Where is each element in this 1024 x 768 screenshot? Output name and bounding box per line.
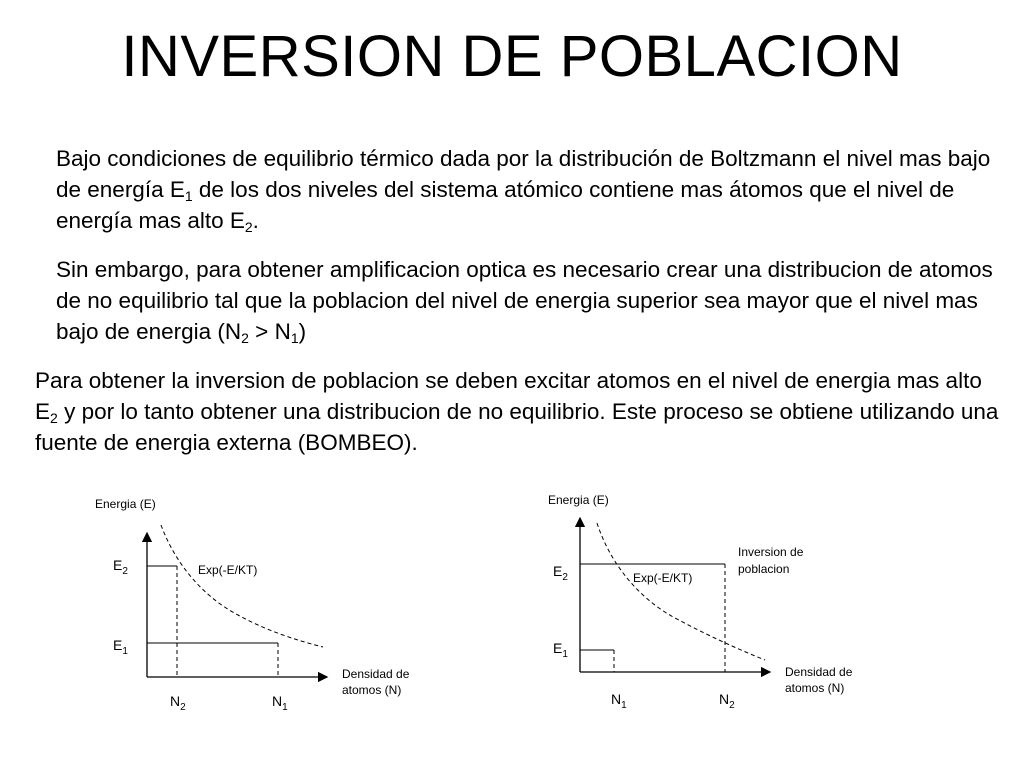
boltzmann-curve bbox=[161, 525, 323, 647]
n2-main: N bbox=[170, 693, 181, 709]
n1-main: N bbox=[611, 691, 622, 707]
boltzmann-curve bbox=[597, 523, 765, 660]
text: > N bbox=[248, 319, 291, 344]
x-axis-label-line1: Densidad de bbox=[342, 667, 410, 681]
subscript: 2 bbox=[50, 410, 58, 426]
text: y por lo tanto obtener una distribucion de no equilibrio. Este proceso se obtiene utilizando una fuente de energia externa (BOMBEO). bbox=[35, 399, 999, 455]
curve-label: Exp(-E/KT) bbox=[198, 563, 258, 577]
subscript: 1 bbox=[290, 330, 299, 346]
n1-label bbox=[611, 691, 627, 711]
subscript: 2 bbox=[241, 330, 249, 346]
annotation-line1: Inversion de bbox=[738, 545, 804, 559]
e2-main: E bbox=[113, 557, 123, 573]
e2-label bbox=[553, 563, 568, 583]
e2-sub: 2 bbox=[122, 566, 128, 577]
text: de los dos niveles del sistema atómico contiene mas átomos que el nivel de energía mas alto E bbox=[56, 177, 955, 233]
n1-main: N bbox=[272, 693, 283, 709]
e1-label bbox=[113, 637, 128, 657]
n1-label bbox=[272, 693, 288, 713]
e1-main: E bbox=[113, 637, 123, 653]
annotation-line2: poblacion bbox=[738, 562, 790, 576]
diagram-inversion bbox=[520, 488, 920, 728]
x-axis-label-line1: Densidad de bbox=[785, 665, 853, 679]
x-axis-label-line2: atomos (N) bbox=[342, 683, 402, 697]
paragraph-boltzmann bbox=[56, 143, 1006, 236]
n2-sub: 2 bbox=[180, 702, 186, 713]
text: . bbox=[252, 208, 259, 233]
e2-label bbox=[113, 557, 128, 577]
e2-main: E bbox=[553, 563, 563, 579]
e1-main: E bbox=[553, 640, 563, 656]
text: Para obtener la inversion de poblacion se deben excitar atomos en el nivel de energia mas alto E bbox=[35, 368, 982, 424]
n1-sub: 1 bbox=[282, 702, 288, 713]
curve-label: Exp(-E/KT) bbox=[633, 571, 693, 585]
diagram-equilibrium bbox=[60, 488, 460, 728]
subscript: 2 bbox=[244, 219, 253, 235]
e1-sub: 1 bbox=[562, 649, 568, 660]
e1-label bbox=[553, 640, 568, 660]
n1-sub: 1 bbox=[621, 700, 627, 711]
text: Bajo condiciones de equilibrio térmico dada por la distribución de Boltzmann el nivel mas bajo de energía E bbox=[56, 146, 991, 202]
n2-label bbox=[170, 693, 186, 713]
slide-title: INVERSION DE POBLACION bbox=[121, 24, 903, 89]
n2-sub: 2 bbox=[729, 700, 735, 711]
y-axis-label: Energia (E) bbox=[548, 493, 609, 507]
text: ) bbox=[298, 319, 307, 344]
paragraph-amplification bbox=[56, 254, 1006, 347]
x-axis-label-line2: atomos (N) bbox=[785, 681, 845, 695]
paragraph-pumping bbox=[35, 365, 1010, 458]
subscript: 1 bbox=[184, 188, 193, 204]
n2-label bbox=[719, 691, 735, 711]
n2-main: N bbox=[719, 691, 730, 707]
e2-sub: 2 bbox=[562, 572, 568, 583]
e1-sub: 1 bbox=[122, 646, 128, 657]
y-axis-label: Energia (E) bbox=[95, 497, 156, 511]
text: Sin embargo, para obtener amplificacion optica es necesario crear una distribucion de atomos de no equilibrio tal que la poblacion del nivel de energia superior sea mayor que el nivel mas bajo de energia (N bbox=[56, 257, 993, 344]
